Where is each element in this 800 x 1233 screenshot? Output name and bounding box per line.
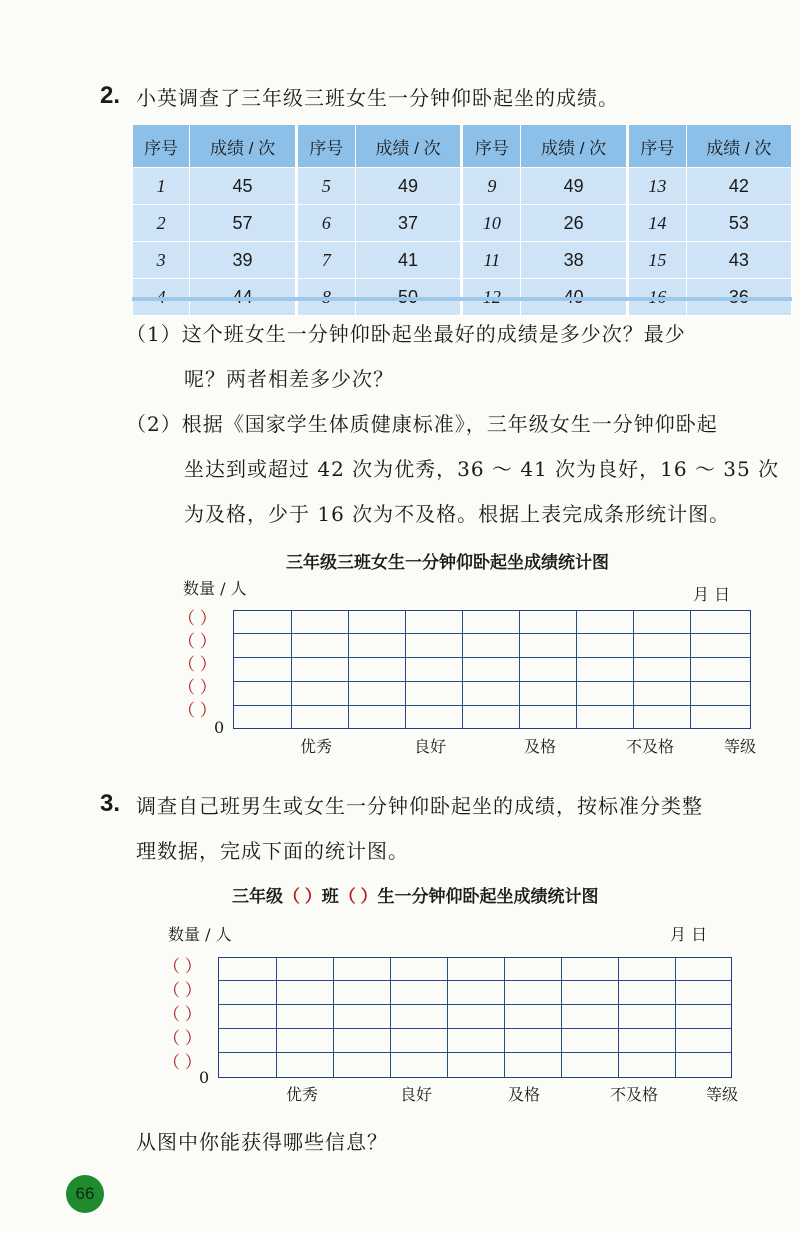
chart-1-origin: 0 xyxy=(214,718,225,737)
table-header: 序号 xyxy=(296,125,355,168)
chart-2-x-label: 等级 xyxy=(706,1085,739,1104)
q2-sub2-line1: （2）根据《国家学生体质健康标准》，三年级女生一分钟仰卧起 xyxy=(126,412,718,436)
chart-2-category: 良好 xyxy=(400,1085,433,1104)
chart-2-y-tick-blank[interactable]: （ ） xyxy=(163,1005,202,1024)
table-header-row xyxy=(133,125,792,168)
question-2-number: 2. xyxy=(100,82,121,109)
table-header: 成绩 / 次 xyxy=(521,125,628,168)
chart-1-category: 优秀 xyxy=(300,737,333,756)
table-cell: 57 xyxy=(190,205,297,242)
chart-1-date: 月 日 xyxy=(693,585,731,604)
table-header: 序号 xyxy=(628,125,687,168)
table-cell: 38 xyxy=(521,242,628,279)
chart-2-title xyxy=(232,882,598,907)
table-row xyxy=(133,168,792,205)
chart-2-y-tick-blank[interactable]: （ ） xyxy=(163,981,202,1000)
chart-1-y-tick-blank: （ ） xyxy=(178,655,217,674)
table-cell: 1 xyxy=(133,168,190,205)
table-cell: 45 xyxy=(190,168,297,205)
table-cell: 14 xyxy=(628,205,687,242)
table-header: 成绩 / 次 xyxy=(355,125,462,168)
table-row xyxy=(133,205,792,242)
chart-1-y-label: 数量 / 人 xyxy=(183,579,247,598)
chart-2-grid xyxy=(218,957,732,1078)
table-header: 成绩 / 次 xyxy=(686,125,791,168)
chart-2-category: 优秀 xyxy=(286,1085,319,1104)
chart-2-y-label: 数量 / 人 xyxy=(168,925,232,944)
chart-1-grid xyxy=(233,610,751,729)
table-cell: 39 xyxy=(190,242,297,279)
table-cell: 2 xyxy=(133,205,190,242)
q2-sub1-line1: （1）这个班女生一分钟仰卧起坐最好的成绩是多少次？最少 xyxy=(126,322,686,346)
table-cell: 49 xyxy=(521,168,628,205)
chart-1-y-tick-blank: （ ） xyxy=(178,609,217,628)
table-cell: 3 xyxy=(133,242,190,279)
table-cell: 6 xyxy=(296,205,355,242)
chart-2-origin: 0 xyxy=(199,1068,210,1087)
table-cell: 13 xyxy=(628,168,687,205)
chart-1-title: 三年级三班女生一分钟仰卧起坐成绩统计图 xyxy=(286,553,609,572)
chart-2-title-part: 生一分钟仰卧起坐成绩统计图 xyxy=(377,887,599,906)
chart-2-category: 及格 xyxy=(508,1085,541,1104)
chart-2-y-tick-blank[interactable]: （ ） xyxy=(163,1053,202,1072)
chart-2-date: 月 日 xyxy=(670,925,708,944)
table-cell: 43 xyxy=(686,242,791,279)
table-cell: 11 xyxy=(462,242,521,279)
question-3-number: 3. xyxy=(100,790,121,817)
gender-blank[interactable]: （ ） xyxy=(338,887,378,906)
question-3-line1: 调查自己班男生或女生一分钟仰卧起坐的成绩，按标准分类整 xyxy=(136,794,703,818)
q2-sub2-line3: 为及格，少于 16 次为不及格。根据上表完成条形统计图。 xyxy=(184,502,731,526)
table-cell: 9 xyxy=(462,168,521,205)
table-cell: 41 xyxy=(355,242,462,279)
page-number: 66 xyxy=(66,1175,104,1213)
q2-sub2-line2: 坐达到或超过 42 次为优秀，36 ～ 41 次为良好，16 ～ 35 次 xyxy=(184,457,780,481)
chart-2-y-tick-blank[interactable]: （ ） xyxy=(163,1029,202,1048)
question-3-line2: 理数据，完成下面的统计图。 xyxy=(136,839,409,863)
table-cell: 42 xyxy=(686,168,791,205)
table-header: 序号 xyxy=(133,125,190,168)
table-cell: 10 xyxy=(462,205,521,242)
chart-2-title-part: 班 xyxy=(321,887,339,906)
table-cell: 5 xyxy=(296,168,355,205)
chart-1-y-tick-blank: （ ） xyxy=(178,632,217,651)
table-header: 序号 xyxy=(462,125,521,168)
chart-1-y-tick-blank: （ ） xyxy=(178,701,217,720)
chart-2-y-tick-blank[interactable]: （ ） xyxy=(163,957,202,976)
chart-1-category: 及格 xyxy=(524,737,557,756)
chart-2-title-part: 三年级 xyxy=(232,887,283,906)
question-3-prompt: 从图中你能获得哪些信息？ xyxy=(136,1130,388,1154)
table-bottom-rule xyxy=(132,297,792,301)
question-2-intro: 小英调查了三年级三班女生一分钟仰卧起坐的成绩。 xyxy=(136,86,619,110)
q2-sub1-line2: 呢？两者相差多少次？ xyxy=(184,367,394,391)
table-cell: 26 xyxy=(521,205,628,242)
chart-1-category: 良好 xyxy=(414,737,447,756)
table-cell: 49 xyxy=(355,168,462,205)
table-cell: 15 xyxy=(628,242,687,279)
table-cell: 53 xyxy=(686,205,791,242)
table-row xyxy=(133,242,792,279)
chart-2-category: 不及格 xyxy=(610,1085,659,1104)
scores-table xyxy=(132,124,792,316)
class-blank[interactable]: （ ） xyxy=(283,887,322,906)
chart-1-y-tick-blank: （ ） xyxy=(178,678,217,697)
table-cell: 37 xyxy=(355,205,462,242)
chart-1-category: 不及格 xyxy=(626,737,675,756)
chart-1-x-label: 等级 xyxy=(724,737,757,756)
table-cell: 7 xyxy=(296,242,355,279)
table-header: 成绩 / 次 xyxy=(190,125,297,168)
